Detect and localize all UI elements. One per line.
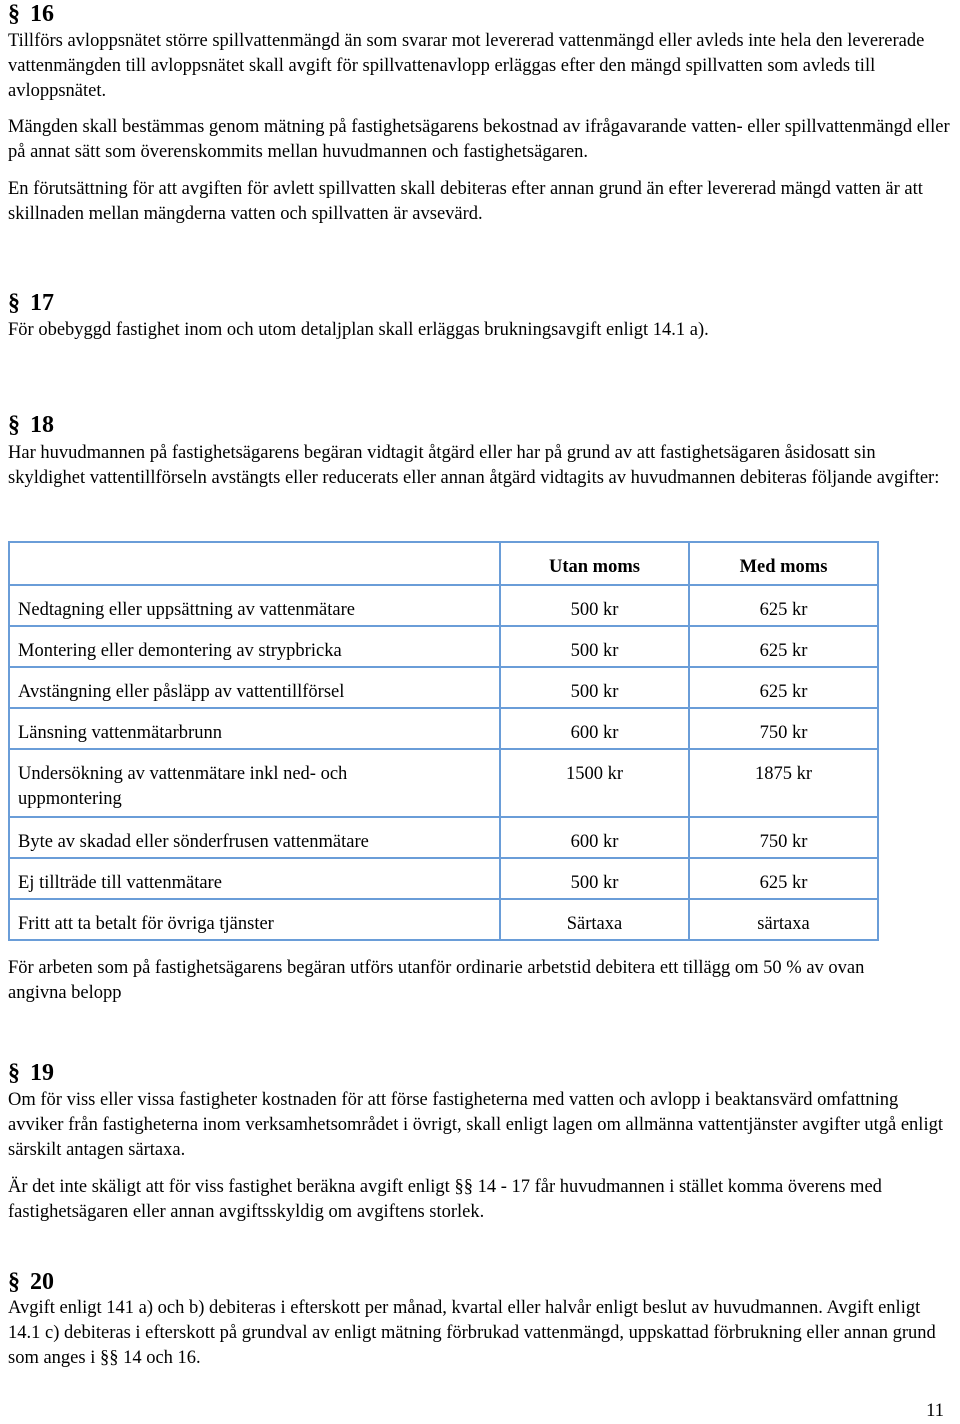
section-number: 19 — [30, 1060, 54, 1086]
section-heading-20 — [8, 1268, 54, 1296]
table-row — [10, 586, 879, 627]
table-cell: Byte av skadad eller sönderfrusen vattenmätare — [10, 818, 501, 859]
section-heading-16 — [8, 0, 54, 28]
table-cell: 750 kr — [690, 709, 879, 750]
section-symbol: § — [8, 1060, 20, 1086]
table-cell: 500 kr — [501, 627, 690, 668]
table-cell: Ej tillträde till vattenmätare — [10, 859, 501, 900]
table-row — [10, 900, 879, 941]
section-17-paragraph-1: För obebyggd fastighet inom och utom detaljplan skall erläggas brukningsavgift enligt 14.1 a). — [8, 320, 709, 340]
table-cell: 625 kr — [690, 859, 879, 900]
section-heading-18 — [8, 411, 54, 439]
table-header-row — [10, 543, 879, 586]
table-row — [10, 668, 879, 709]
table-row — [10, 627, 879, 668]
table-cell: 600 kr — [501, 818, 690, 859]
table-cell: Avstängning eller påsläpp av vattentillförsel — [10, 668, 501, 709]
table-cell: 500 kr — [501, 668, 690, 709]
section-number: 16 — [30, 1, 54, 27]
section-number: 18 — [30, 412, 54, 438]
table-header-cell — [10, 543, 501, 586]
section-18-after-table: För arbeten som på fastighetsägarens begäran utförs utanför ordinarie arbetstid debitera ett tillägg om 50 % av ovan angivna belopp — [8, 958, 865, 1003]
table-cell: Nedtagning eller uppsättning av vattenmätare — [10, 586, 501, 627]
table-cell: Undersökning av vattenmätare inkl ned- och uppmontering — [10, 750, 501, 818]
section-19-paragraph-1: Om för viss eller vissa fastigheter kostnaden för att förse fastigheterna med vatten och avlopp i beaktansvärd omfattning avviker från fastigheterna inom verksamhetsområdet i övrigt, skall enligt lagen om allmänna vattentjänster avgifter utgå enligt särskilt antagen särtaxa. — [8, 1090, 943, 1160]
section-heading-19 — [8, 1059, 54, 1087]
section-symbol: § — [8, 1, 20, 27]
section-symbol: § — [8, 290, 20, 316]
table-row — [10, 859, 879, 900]
table-cell: 500 kr — [501, 586, 690, 627]
section-16-paragraph-2: Mängden skall bestämmas genom mätning på fastighetsägarens bekostnad av ifrågavarande vatten- eller spillvattenmängd eller på annat sätt som överenskommits mellan huvudmannen och fastighetsägaren. — [8, 117, 950, 162]
table-cell: 625 kr — [690, 668, 879, 709]
table-cell: Fritt att ta betalt för övriga tjänster — [10, 900, 501, 941]
section-16-paragraph-3: En förutsättning för att avgiften för avlett spillvatten skall debiteras efter annan grund än efter levererad mängd vatten är att skillnaden mellan mängderna vatten och spillvatten är avsevärd. — [8, 179, 923, 224]
fee-table — [8, 541, 879, 941]
table-cell: särtaxa — [690, 900, 879, 941]
table-cell: 750 kr — [690, 818, 879, 859]
table-cell: 1875 kr — [690, 750, 879, 818]
table-row — [10, 818, 879, 859]
table-row — [10, 709, 879, 750]
section-symbol: § — [8, 412, 20, 438]
table-cell: Länsning vattenmätarbrunn — [10, 709, 501, 750]
section-number: 17 — [30, 290, 54, 316]
table-cell: Montering eller demontering av strypbricka — [10, 627, 501, 668]
table-cell: 625 kr — [690, 586, 879, 627]
section-20-paragraph-1: Avgift enligt 141 a) och b) debiteras i efterskott per månad, kvartal eller halvår enligt beslut av huvudmannen. Avgift enligt 14.1 c) debiteras i efterskott på grundval av enligt mätning förbrukad vattenmängd, uppskattad förbrukning eller annan grund som anges i §§ 14 och 16. — [8, 1298, 936, 1368]
section-number: 20 — [30, 1269, 54, 1295]
section-18-paragraph-1: Har huvudmannen på fastighetsägarens begäran vidtagit åtgärd eller har på grund av att fastighetsägaren åsidosatt sin skyldighet vattentillförseln avstängts eller reducerats eller annan åtgärd vidtagits av huvudmannen debiteras följande avgifter: — [8, 443, 940, 488]
table-cell: 600 kr — [501, 709, 690, 750]
table-cell: Särtaxa — [501, 900, 690, 941]
table-header-cell: Med moms — [690, 543, 879, 586]
page-number: 11 — [926, 1401, 944, 1421]
section-19-paragraph-2: Är det inte skäligt att för viss fastighet beräkna avgift enligt §§ 14 - 17 får huvudmannen i stället komma överens med fastighetsägaren eller annan avgiftsskyldig om avgiftens storlek. — [8, 1177, 882, 1222]
table-cell: 500 kr — [501, 859, 690, 900]
section-heading-17 — [8, 289, 54, 317]
table-cell: 1500 kr — [501, 750, 690, 818]
table-row — [10, 750, 879, 818]
section-symbol: § — [8, 1269, 20, 1295]
section-16-paragraph-1: Tillförs avloppsnätet större spillvattenmängd än som svarar mot levererad vattenmängd eller avleds inte hela den levererade vattenmängden till avloppsnätet skall avgift för spillvattenavlopp erläggas efter den mängd spillvatten som avleds till avloppsnätet. — [8, 31, 925, 101]
table-cell: 625 kr — [690, 627, 879, 668]
table-header-cell: Utan moms — [501, 543, 690, 586]
